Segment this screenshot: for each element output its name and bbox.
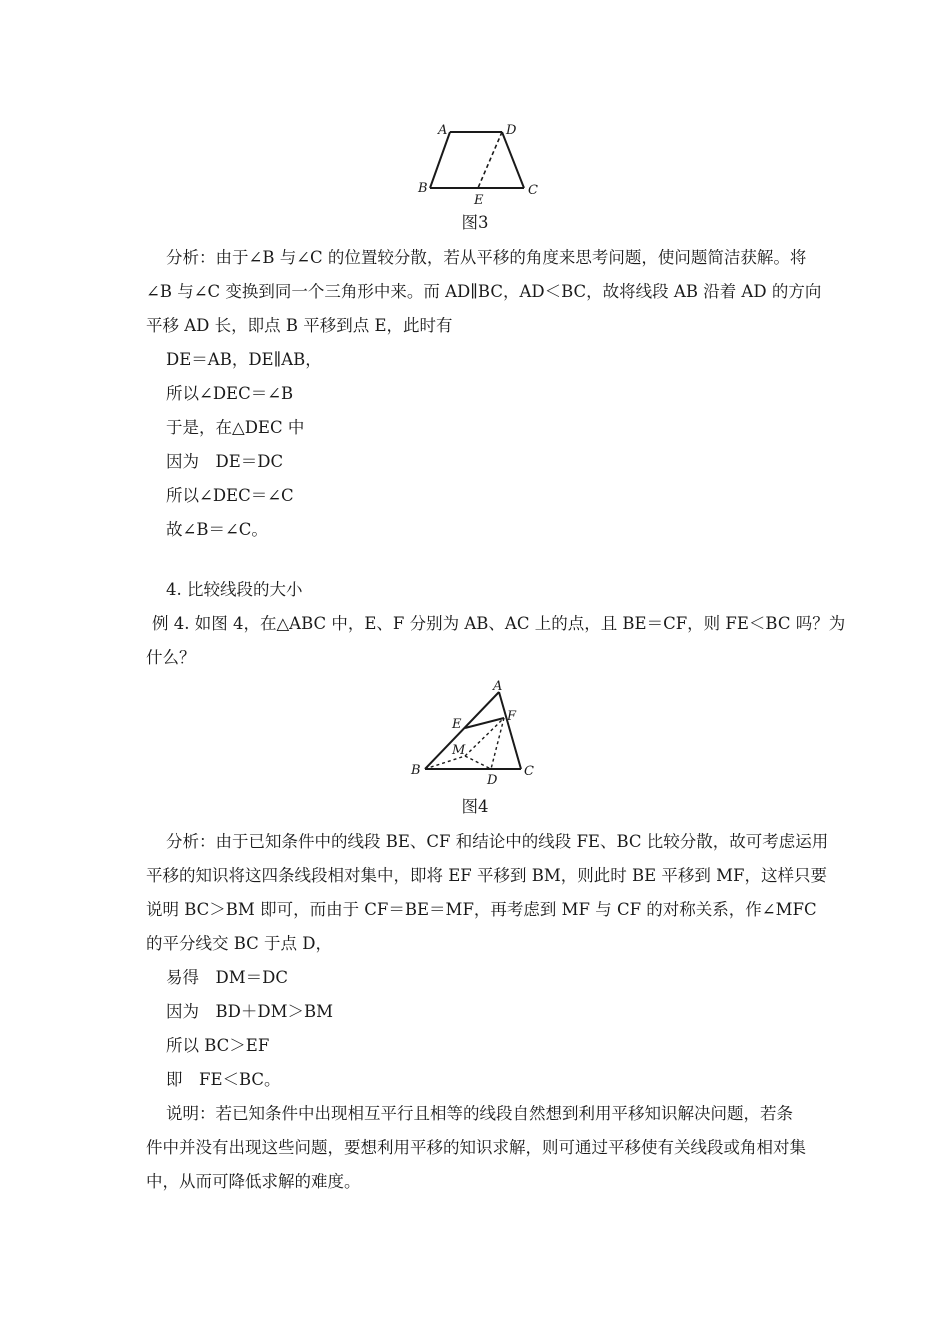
segment-AB bbox=[430, 132, 450, 188]
label-B: B bbox=[411, 763, 421, 778]
analysis3-line-3: 平移 AD 长，即点 B 平移到点 E，此时有 bbox=[146, 316, 453, 335]
analysis3-line-2: ∠B 与∠C 变换到同一个三角形中来。而 AD∥BC，AD＜BC，故将线段 AB 沿着 AD 的方向 bbox=[146, 282, 822, 301]
note-line-3: 中，从而可降低求解的难度。 bbox=[146, 1172, 361, 1191]
analysis3-line-9: 故∠B＝∠C。 bbox=[166, 520, 268, 539]
analysis4-line-5: 易得 DM＝DC bbox=[166, 968, 288, 987]
analysis4-line-3: 说明 BC＞BM 即可，而由于 CF＝BE＝MF，再考虑到 MF 与 CF 的对称关系，作∠MFC bbox=[146, 900, 817, 919]
label-D: D bbox=[506, 123, 517, 138]
figure-4-caption: 图4 bbox=[461, 797, 489, 816]
example-4-line-2: 什么？ bbox=[146, 648, 196, 667]
segment-AC bbox=[499, 692, 521, 769]
label-C: C bbox=[528, 183, 538, 198]
analysis3-line-7: 因为 DE＝DC bbox=[166, 452, 284, 471]
analysis4-line-6: 因为 BD＋DM＞BM bbox=[166, 1002, 333, 1021]
label-B: B bbox=[418, 181, 428, 196]
dashed-DE bbox=[478, 132, 502, 188]
label-C: C bbox=[524, 764, 534, 779]
figure-3-caption: 图3 bbox=[461, 213, 489, 232]
analysis3-line-4: DE＝AB，DE∥AB， bbox=[166, 350, 322, 369]
analysis3-line-1: 分析：由于∠B 与∠C 的位置较分散，若从平移的角度来思考问题，使问题简洁获解。将 bbox=[166, 248, 807, 267]
figure-4-diagram bbox=[405, 676, 550, 788]
analysis3-line-8: 所以∠DEC＝∠C bbox=[166, 486, 294, 505]
label-A: A bbox=[438, 123, 448, 138]
label-D: D bbox=[487, 773, 498, 788]
label-M: M bbox=[452, 743, 466, 758]
note-line-2: 件中并没有出现这些问题，要想利用平移的知识求解，则可通过平移使有关线段或角相对集 bbox=[146, 1138, 806, 1157]
label-E: E bbox=[452, 717, 462, 732]
analysis3-line-5: 所以∠DEC＝∠B bbox=[166, 384, 294, 403]
label-E: E bbox=[474, 193, 484, 208]
dashed-FD bbox=[491, 718, 504, 769]
analysis4-line-7: 所以 BC＞EF bbox=[166, 1036, 270, 1055]
segment-DC bbox=[502, 132, 524, 188]
note-line-1: 说明：若已知条件中出现相互平行且相等的线段自然想到利用平移知识解决问题，若条 bbox=[166, 1104, 793, 1123]
analysis4-line-8: 即 FE＜BC。 bbox=[166, 1070, 281, 1089]
analysis3-line-6: 于是，在△DEC 中 bbox=[166, 418, 305, 437]
analysis4-line-1: 分析：由于已知条件中的线段 BE、CF 和结论中的线段 FE、BC 比较分散，故可考虑运用 bbox=[166, 832, 829, 851]
figure-3-diagram bbox=[410, 120, 550, 210]
label-F: F bbox=[507, 709, 517, 724]
analysis4-line-2: 平移的知识将这四条线段相对集中，即将 EF 平移到 BM，则此时 BE 平移到 MF，这样只要 bbox=[146, 866, 827, 885]
example-4-line-1: 例 4. 如图 4，在△ABC 中，E、F 分别为 AB、AC 上的点，且 BE＝CF，则 FE＜BC 吗？为 bbox=[152, 614, 846, 633]
label-A: A bbox=[493, 679, 503, 694]
section-4-heading: 4. 比较线段的大小 bbox=[166, 580, 303, 599]
segment-EF bbox=[465, 718, 504, 728]
analysis4-line-4: 的平分线交 BC 于点 D， bbox=[146, 934, 333, 953]
dashed-MD bbox=[465, 756, 491, 769]
